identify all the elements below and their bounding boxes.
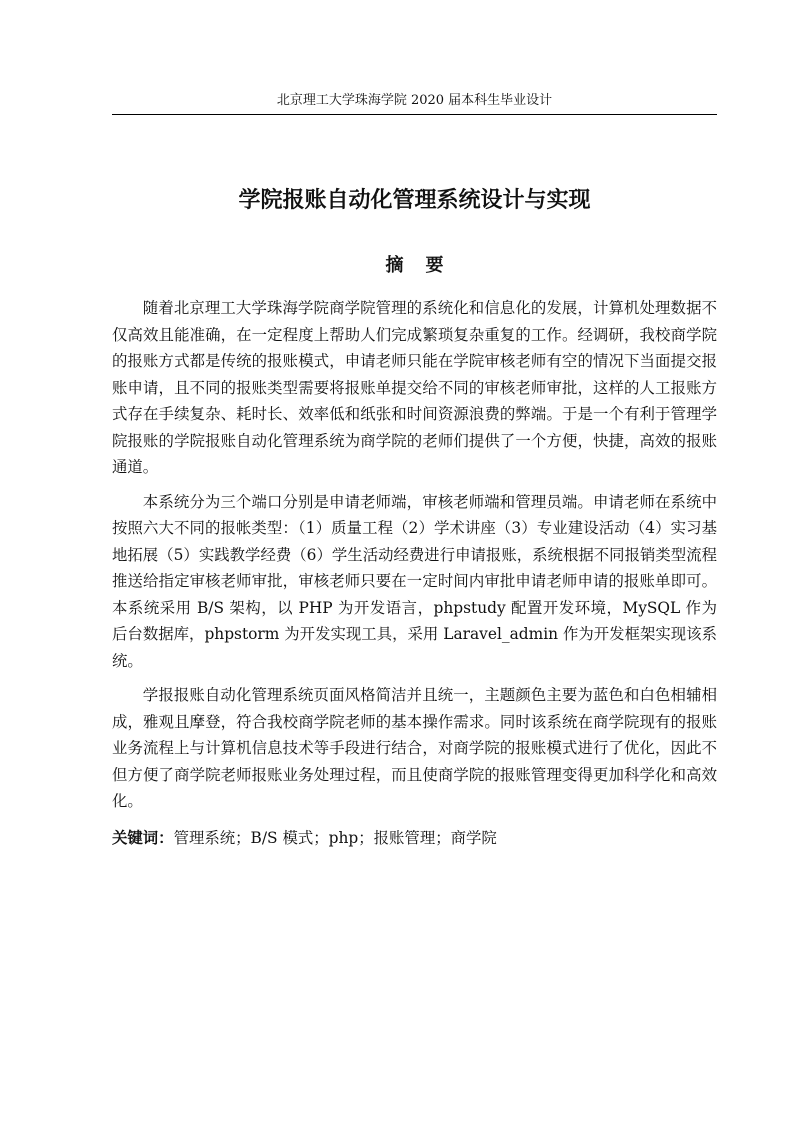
thesis-title: 学院报账自动化管理系统设计与实现 [238,188,591,213]
abstract-body [112,295,717,851]
abstract-paragraph-1: 随着北京理工大学珠海学院商学院管理的系统化和信息化的发展，计算机处理数据不仅高效且能准确，在一定程度上帮助人们完成繁琐复杂重复的工作。经调研，我校商学院的报账方式都是传统的报账模式，申请老师只能在学院审核老师有空的情况下当面提交报账申请，且不同的报账类型需要将报账单提交给不同的审核老师审批，这样的人工报账方式存在手续复杂、耗时长、效率低和纸张和时间资源浪费的弊端。于是一个有利于管理学院报账的学院报账自动化管理系统为商学院的老师们提供了一个方便，快捷，高效的报账通道。 [112,299,717,476]
page-header: 北京理工大学珠海学院 2020 届本科生毕业设计 [112,90,717,115]
keywords-label: 关键词： [112,828,174,847]
abstract-paragraph-2: 本系统分为三个端口分别是申请老师端，审核老师端和管理员端。申请老师在系统中按照六大不同的报帐类型：（1）质量工程（2）学术讲座（3）专业建设活动（4）实习基地拓展（5）实践教学经费（6）学生活动经费进行申请报账，系统根据不同报销类型流程推送给指定审核老师审批，审核老师只要在一定时间内审批申请老师申请的报账单即可。本系统采用 B/S 架构，以 PHP 为开发语言，phpstudy 配置开发环境，MySQL 作为后台数据库，phpstorm 为开发实现工具，采用 Laravel_admin 作为开发框架实现该系统。 [112,492,717,670]
keywords-value: 管理系统；B/S 模式；php；报账管理；商学院 [173,828,497,847]
abstract-heading: 摘要 [385,255,466,276]
abstract-paragraph-3: 学报报账自动化管理系统页面风格简洁并且统一，主题颜色主要为蓝色和白色相辅相成，雅观且摩登，符合我校商学院老师的基本操作需求。同时该系统在商学院现有的报账业务流程上与计算机信息技术等手段进行结合，对商学院的报账模式进行了优化，因此不但方便了商学院老师报账业务处理过程，而且使商学院的报账管理变得更加科学化和高效化。 [112,686,717,810]
keywords-line [112,825,717,852]
